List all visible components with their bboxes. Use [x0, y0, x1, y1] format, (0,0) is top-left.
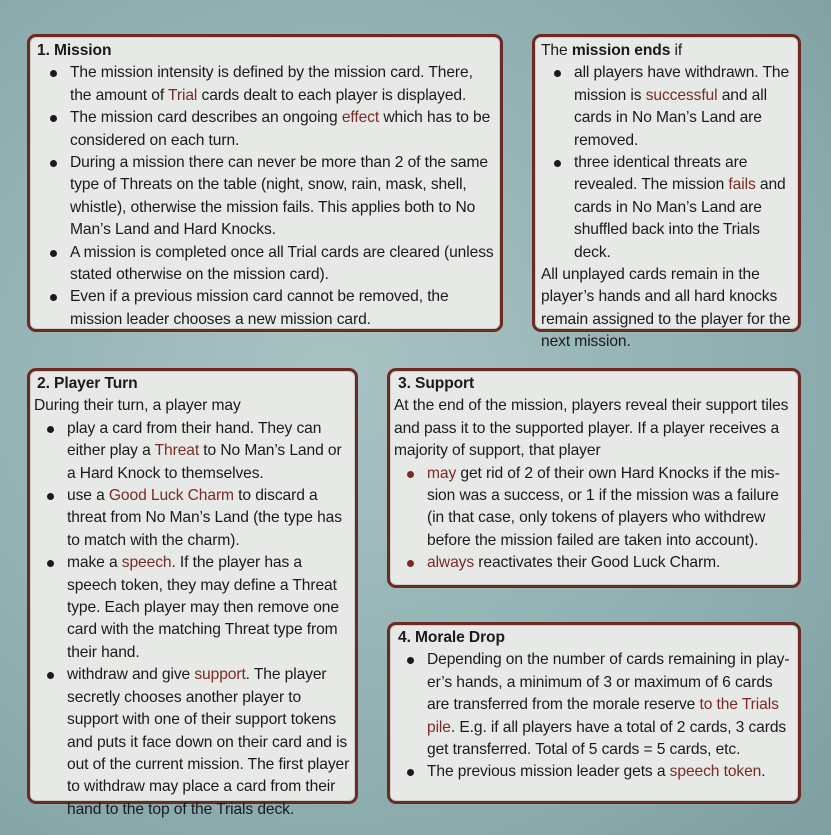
list-item: all players have withdrawn. The mission is successful and all cards in No Man’s Land are removed.	[541, 62, 797, 152]
list-item: play a card from their hand. They can either play a Threat to No Man’s Land or a Hard Knock to themselves.	[34, 418, 352, 485]
mission-ends-content	[541, 40, 797, 354]
support-content	[394, 373, 796, 575]
support-list	[394, 463, 796, 575]
mission-title: 1. Mission	[37, 42, 112, 59]
player-turn-title: 2. Player Turn	[37, 375, 138, 392]
morale-list	[394, 649, 796, 783]
list-item: use a Good Luck Charm to discard a threat from No Man’s Land (the type has to match with the charm).	[34, 485, 352, 552]
mission-ends-intro: The mission ends if	[541, 42, 683, 59]
player-turn-content	[34, 373, 352, 821]
mission-list	[37, 62, 497, 331]
list-item: Depending on the number of cards remaining in player’s hands, a minimum of 3 or maximum of 6 cards are transferred from the morale reserve to the Trials pile. E.g. if all players have a total of 2 cards, 3 cards get transferred. Total of 5 cards = 5 cards, etc.	[394, 649, 796, 761]
list-item: make a speech. If the player has a speech token, they may define a Threat type. Each player may then remove one card with the matching Threat type from their hand.	[34, 552, 352, 664]
list-item: withdraw and give support. The player secretly chooses another player to support with one of their support tokens and puts it face down on their card and is out of the current mission. The first player to withdraw may place a card from their hand to the top of the Trials deck.	[34, 664, 352, 821]
list-item: The mission card describes an ongoing effect which has to be considered on each turn.	[37, 107, 497, 152]
support-title: 3. Support	[398, 375, 475, 392]
player-turn-intro: During their turn, a player may	[34, 397, 241, 415]
list-item: A mission is completed once all Trial cards are cleared (unless stated otherwise on the mission card).	[37, 242, 497, 287]
mission-ends-list	[541, 62, 797, 264]
morale-title: 4. Morale Drop	[398, 629, 505, 646]
list-item: The previous mission leader gets a speech token.	[394, 761, 796, 783]
list-item: The mission intensity is defined by the mission card. There, the amount of Trial cards dealt to each player is displayed.	[37, 62, 497, 107]
list-item: During a mission there can never be more than 2 of the same type of Threats on the table (night, snow, rain, mask, shell, whistle), otherwise the mission fails. This applies both to No Man’s Land and Hard Knocks.	[37, 152, 497, 242]
list-item: Even if a previous mission card cannot be removed, the mission leader chooses a new mission card.	[37, 286, 497, 331]
list-item: always reactivates their Good Luck Charm.	[394, 552, 796, 574]
mission-content	[37, 40, 497, 331]
player-turn-list	[34, 418, 352, 821]
morale-content	[394, 627, 796, 784]
mission-ends-footer: All unplayed cards remain in the player’s hands and all hard knocks remain assigned to the player for the next mission.	[541, 266, 791, 351]
list-item: may get rid of 2 of their own Hard Knocks if the mission was a success, or 1 if the mission was a failure (in that case, only tokens of players who withdrew before the mission failed are taken into account).	[394, 463, 796, 553]
support-intro: At the end of the mission, players reveal their support tiles and pass it to the supported player. If a player receives a majority of support, that player	[394, 397, 789, 460]
list-item: three identical threats are revealed. The mission fails and cards in No Man’s Land are shuffled back into the Trials deck.	[541, 152, 797, 264]
